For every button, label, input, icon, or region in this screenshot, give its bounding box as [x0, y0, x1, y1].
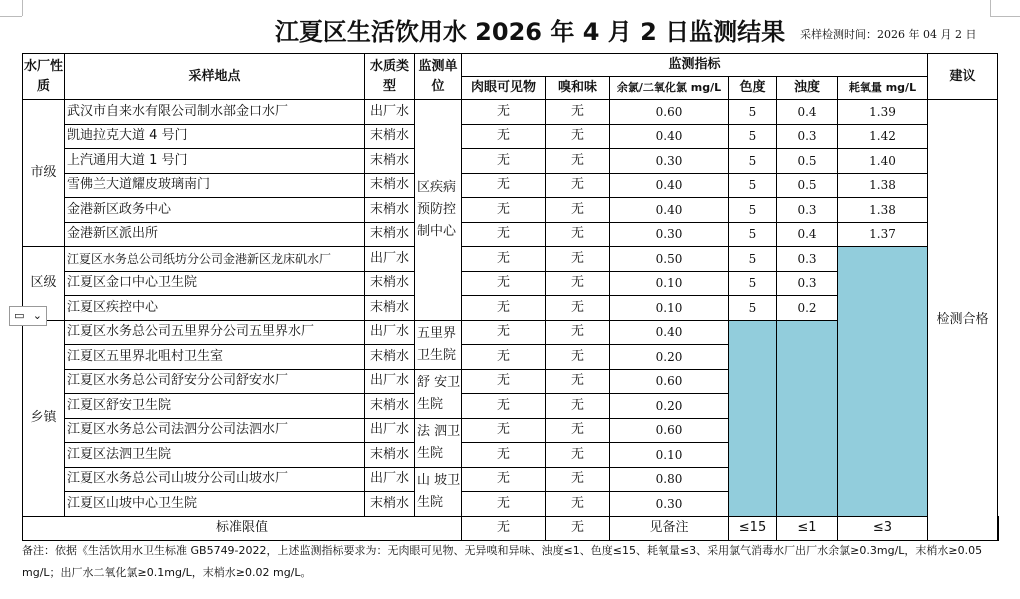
- site-cell: 江夏区金口中心卫生院: [65, 271, 365, 296]
- water-type-cell: 末梢水: [365, 492, 415, 517]
- chlorine-cell: 0.60: [610, 100, 729, 125]
- color-blank-highlight: [729, 320, 777, 516]
- header-indicators: 监测指标: [462, 54, 928, 77]
- sample-time: 采样检测时间：2026 年 04 月 2 日: [800, 28, 977, 41]
- chlorine-cell: 0.30: [610, 492, 729, 517]
- water-type-cell: 末梢水: [365, 173, 415, 198]
- chlorine-cell: 0.20: [610, 345, 729, 370]
- header-turbidity: 浊度: [777, 77, 838, 100]
- chlorine-cell: 0.30: [610, 222, 729, 247]
- turbidity-cell: 0.3: [777, 198, 838, 223]
- limit-color: ≤15: [729, 516, 777, 541]
- water-type-cell: 末梢水: [365, 394, 415, 419]
- odor-cell: 无: [546, 492, 610, 517]
- chlorine-cell: 0.50: [610, 247, 729, 272]
- site-cell: 江夏区水务总公司舒安分公司舒安水厂: [65, 369, 365, 394]
- notes: 备注：依据《生活饮用水卫生标准 GB5749-2022，上述监测指标要求为：无肉眼可见物、无异嗅和异味、浊度≤1、色度≤15、耗氧量≤3、采用氯气消毒水厂出厂水余氯≥0.3mg/L，末梢水≥0.05 mg/L；出厂水二氧化氯≥0.1mg/L，末梢水≥0.02 mg/L。: [22, 544, 983, 579]
- water-type-cell: 出厂水: [365, 467, 415, 492]
- site-cell: 江夏区水务总公司纸坊分公司金港新区龙床矶水厂: [65, 247, 365, 272]
- header-plant-type: 水厂性质: [23, 54, 65, 100]
- visible-cell: 无: [462, 394, 546, 419]
- document-icon: ▭: [14, 309, 25, 322]
- odor-cell: 无: [546, 198, 610, 223]
- oxygen-cell: 1.42: [838, 124, 928, 149]
- water-type-cell: 末梢水: [365, 271, 415, 296]
- color-cell: 5: [729, 173, 777, 198]
- odor-cell: 无: [546, 296, 610, 321]
- visible-cell: 无: [462, 149, 546, 174]
- water-type-cell: 末梢水: [365, 222, 415, 247]
- color-cell: 5: [729, 124, 777, 149]
- water-type-cell: 末梢水: [365, 296, 415, 321]
- site-cell: 雪佛兰大道耀皮玻璃南门: [65, 173, 365, 198]
- visible-cell: 无: [462, 173, 546, 198]
- turbidity-cell: 0.3: [777, 271, 838, 296]
- odor-cell: 无: [546, 271, 610, 296]
- chlorine-cell: 0.40: [610, 124, 729, 149]
- chlorine-cell: 0.40: [610, 173, 729, 198]
- header-sampling-site: 采样地点: [65, 54, 365, 100]
- site-cell: 金港新区政务中心: [65, 198, 365, 223]
- color-cell: 5: [729, 149, 777, 174]
- odor-cell: 无: [546, 100, 610, 125]
- oxygen-cell: 1.37: [838, 222, 928, 247]
- chlorine-cell: 0.10: [610, 443, 729, 468]
- oxygen-cell: 1.39: [838, 100, 928, 125]
- table-row: [23, 173, 999, 198]
- site-cell: 江夏区舒安卫生院: [65, 394, 365, 419]
- advice-cell: 检测合格: [928, 100, 998, 541]
- header-unit: 监测单位: [415, 54, 462, 100]
- site-cell: 江夏区法泗卫生院: [65, 443, 365, 468]
- site-cell: 江夏区水务总公司五里界分公司五里界水厂: [65, 320, 365, 345]
- odor-cell: 无: [546, 124, 610, 149]
- odor-cell: 无: [546, 320, 610, 345]
- header-odor: 嗅和味: [546, 77, 610, 100]
- chlorine-cell: 0.40: [610, 198, 729, 223]
- water-type-cell: 末梢水: [365, 124, 415, 149]
- visible-cell: 无: [462, 271, 546, 296]
- water-type-cell: 出厂水: [365, 320, 415, 345]
- unit-cdc: 区疾病预防控制中心: [415, 100, 462, 321]
- water-type-cell: 末梢水: [365, 149, 415, 174]
- site-cell: 江夏区疾控中心: [65, 296, 365, 321]
- color-cell: 5: [729, 198, 777, 223]
- limit-odor: 无: [546, 516, 610, 541]
- water-type-cell: 出厂水: [365, 247, 415, 272]
- table-row: [23, 124, 999, 149]
- table-row: [23, 100, 999, 125]
- water-type-cell: 出厂水: [365, 418, 415, 443]
- visible-cell: 无: [462, 418, 546, 443]
- visible-cell: 无: [462, 124, 546, 149]
- limit-turbidity: ≤1: [777, 516, 838, 541]
- chlorine-cell: 0.10: [610, 271, 729, 296]
- turbidity-cell: 0.5: [777, 173, 838, 198]
- visible-cell: 无: [462, 345, 546, 370]
- water-type-cell: 末梢水: [365, 345, 415, 370]
- limit-chlorine: 见备注: [610, 516, 729, 541]
- table-row: [23, 222, 999, 247]
- header-advice: 建议: [928, 54, 998, 100]
- chlorine-cell: 0.10: [610, 296, 729, 321]
- document-options-button[interactable]: [9, 306, 47, 326]
- limit-advice-blank: [998, 516, 999, 541]
- chlorine-cell: 0.60: [610, 418, 729, 443]
- site-cell: 江夏区山坡中心卫生院: [65, 492, 365, 517]
- water-type-cell: 出厂水: [365, 100, 415, 125]
- water-type-cell: 出厂水: [365, 369, 415, 394]
- site-cell: 凯迪拉克大道 4 号门: [65, 124, 365, 149]
- visible-cell: 无: [462, 296, 546, 321]
- odor-cell: 无: [546, 247, 610, 272]
- header-chlorine: 余氯/二氧化氯 mg/L: [610, 77, 729, 100]
- visible-cell: 无: [462, 100, 546, 125]
- limit-visible: 无: [462, 516, 546, 541]
- chlorine-cell: 0.80: [610, 467, 729, 492]
- turbidity-blank-highlight: [777, 320, 838, 516]
- visible-cell: 无: [462, 320, 546, 345]
- turbidity-cell: 0.5: [777, 149, 838, 174]
- oxygen-blank-highlight: [838, 247, 928, 517]
- turbidity-cell: 0.3: [777, 124, 838, 149]
- site-cell: 江夏区水务总公司山坡分公司山坡水厂: [65, 467, 365, 492]
- chlorine-cell: 0.30: [610, 149, 729, 174]
- odor-cell: 无: [546, 173, 610, 198]
- unit-wulijie: 五里界卫生院: [415, 320, 462, 369]
- water-type-cell: 末梢水: [365, 443, 415, 468]
- unit-fasi: 法 泗卫生院: [415, 418, 462, 467]
- table-row: [23, 198, 999, 223]
- header-oxygen: 耗氧量 mg/L: [838, 77, 928, 100]
- limits-label: 标准限值: [23, 516, 462, 541]
- visible-cell: 无: [462, 443, 546, 468]
- visible-cell: 无: [462, 467, 546, 492]
- visible-cell: 无: [462, 492, 546, 517]
- odor-cell: 无: [546, 394, 610, 419]
- document-title: 江夏区生活饮用水 2026 年 4 月 2 日监测结果: [274, 18, 786, 46]
- visible-cell: 无: [462, 247, 546, 272]
- visible-cell: 无: [462, 222, 546, 247]
- table-row: [23, 149, 999, 174]
- odor-cell: 无: [546, 467, 610, 492]
- table-row: [23, 247, 999, 272]
- odor-cell: 无: [546, 149, 610, 174]
- site-cell: 江夏区五里界北咀村卫生室: [65, 345, 365, 370]
- oxygen-cell: 1.40: [838, 149, 928, 174]
- odor-cell: 无: [546, 418, 610, 443]
- odor-cell: 无: [546, 345, 610, 370]
- visible-cell: 无: [462, 369, 546, 394]
- site-cell: 武汉市自来水有限公司制水部金口水厂: [65, 100, 365, 125]
- site-cell: 江夏区水务总公司法泗分公司法泗水厂: [65, 418, 365, 443]
- group-town: 乡镇: [23, 320, 65, 516]
- chevron-down-icon: ⌄: [32, 309, 42, 322]
- chlorine-cell: 0.40: [610, 320, 729, 345]
- turbidity-cell: 0.4: [777, 100, 838, 125]
- group-city: 市级: [23, 100, 65, 247]
- water-type-cell: 末梢水: [365, 198, 415, 223]
- color-cell: 5: [729, 100, 777, 125]
- unit-shanpo: 山 坡卫生院: [415, 467, 462, 516]
- oxygen-cell: 1.38: [838, 198, 928, 223]
- oxygen-cell: 1.38: [838, 173, 928, 198]
- limit-oxygen: ≤3: [838, 516, 928, 541]
- color-cell: 5: [729, 271, 777, 296]
- odor-cell: 无: [546, 369, 610, 394]
- results-table: [22, 53, 999, 541]
- turbidity-cell: 0.2: [777, 296, 838, 321]
- group-district: 区级: [23, 247, 65, 321]
- chlorine-cell: 0.20: [610, 394, 729, 419]
- unit-shuan: 舒 安卫生院: [415, 369, 462, 418]
- visible-cell: 无: [462, 198, 546, 223]
- header-water-type: 水质类型: [365, 54, 415, 100]
- header-color: 色度: [729, 77, 777, 100]
- chlorine-cell: 0.60: [610, 369, 729, 394]
- site-cell: 金港新区派出所: [65, 222, 365, 247]
- header-visible: 肉眼可见物: [462, 77, 546, 100]
- limits-row: [23, 516, 999, 541]
- color-cell: 5: [729, 247, 777, 272]
- color-cell: 5: [729, 296, 777, 321]
- site-cell: 上汽通用大道 1 号门: [65, 149, 365, 174]
- turbidity-cell: 0.3: [777, 247, 838, 272]
- color-cell: 5: [729, 222, 777, 247]
- turbidity-cell: 0.4: [777, 222, 838, 247]
- odor-cell: 无: [546, 222, 610, 247]
- odor-cell: 无: [546, 443, 610, 468]
